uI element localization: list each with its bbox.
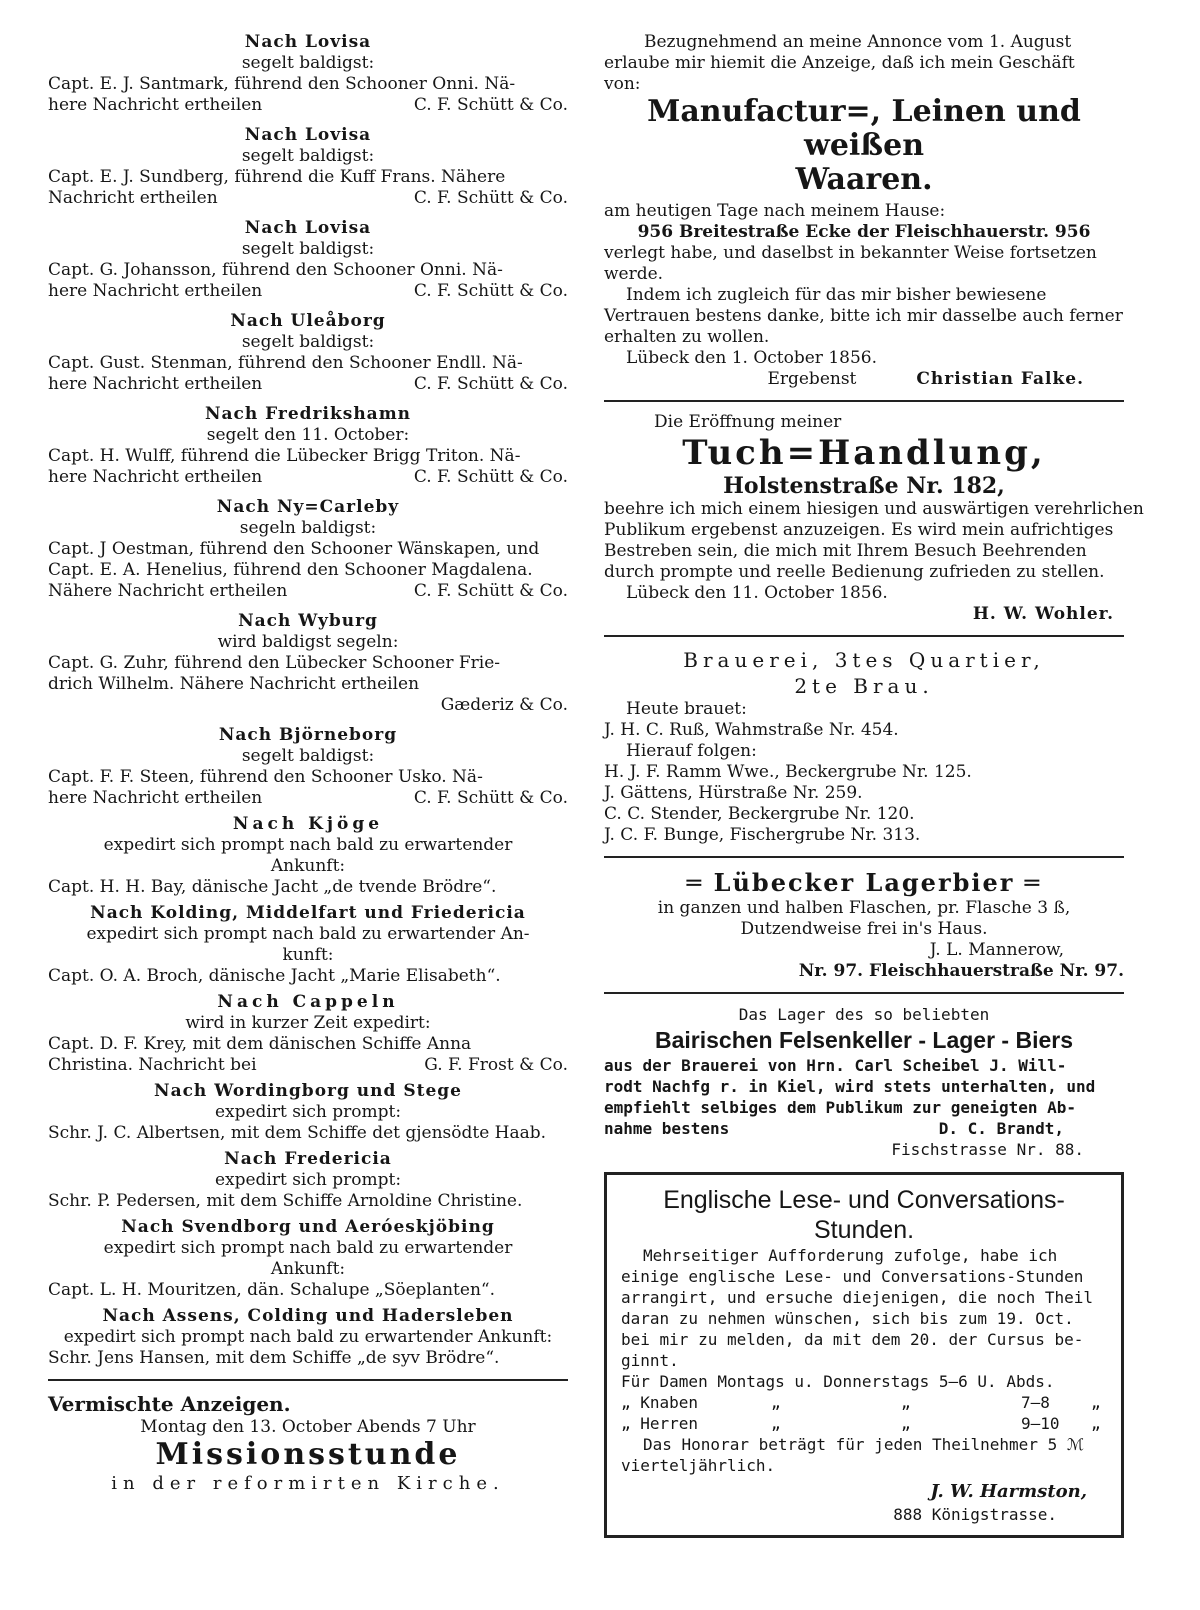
shipping-ad-svendborg [48, 1217, 568, 1301]
ad-destination: Nach Uleåborg [230, 311, 386, 331]
ad-schedule: segelt den 11. October: [206, 425, 410, 445]
ad-body: beehre ich mich einem hiesigen und auswärtigen verehrlichen [604, 499, 1144, 519]
ad-intro: von: [604, 74, 641, 94]
ad-brauerei [604, 647, 1124, 846]
ad-body: daran zu nehmen wünschen, sich bis zum 19. Oct. [621, 1309, 1074, 1328]
ad-schedule: expedirt sich prompt nach bald zu erwartender [103, 1238, 513, 1258]
ad-body: nahme bestens [604, 1119, 730, 1138]
ad-body: Schr. P. Pedersen, mit dem Schiffe Arnoldine Christine. [48, 1191, 523, 1211]
ad-footer [48, 281, 568, 302]
ad-englisch-box [604, 1172, 1124, 1538]
shipping-ad-1 [48, 32, 568, 116]
ad-body: Bestreben sein, die mich mit Ihrem Besuch Beehrenden [604, 541, 1087, 561]
ad-fee: vierteljährlich. [621, 1456, 776, 1475]
ad-body: drich Wilhelm. Nähere Nachricht ertheilen [48, 674, 420, 694]
ad-agent: C. F. Schütt & Co. [413, 95, 568, 115]
ad-footer [604, 1118, 1124, 1139]
ad-title: Englische Lese- und Conversations- [663, 1186, 1065, 1214]
schedule-time: 5—6 U. Abds. [938, 1372, 1055, 1391]
ad-body: Capt. E. J. Santmark, führend den Schooner Onni. Nä- [48, 74, 516, 94]
ad-body: Capt. D. F. Krey, mit dem dänischen Schiffe Anna [48, 1034, 472, 1054]
ad-merchant: H. W. Wohler. [972, 604, 1114, 624]
ad-body: arrangirt, und ersuche diejenigen, die noch Theil [621, 1288, 1094, 1307]
ad-destination: Nach Fredrikshamn [204, 404, 412, 424]
ad-body: Capt. G. Zuhr, führend den Lübecker Schooner Frie- [48, 653, 501, 673]
ad-destination: Nach Wyburg [238, 611, 378, 631]
ad-footer [48, 188, 568, 209]
ad-body: Publikum ergebenst anzuzeigen. Es wird mein aufrichtiges [604, 520, 1114, 540]
shipping-ad-wordingborg [48, 1081, 568, 1144]
ad-wohler [604, 412, 1144, 625]
shipping-ad-kjoge [48, 814, 568, 898]
ad-footer [48, 467, 568, 488]
ad-agent: Gæderiz & Co. [440, 695, 568, 715]
ad-brewer: J. H. C. Ruß, Wahmstraße Nr. 454. [604, 720, 899, 740]
ad-address: Holstenstraße Nr. 182, [723, 473, 1005, 499]
schedule-who: „ Herren [621, 1414, 699, 1433]
ad-contact-text: here Nachricht ertheilen [48, 374, 263, 394]
schedule-row [621, 1371, 1107, 1392]
ad-address: Nr. 97. Fleischhauerstraße Nr. 97. [798, 961, 1124, 981]
ad-intro: erlaube mir hiemit die Anzeige, daß ich mein Geschäft [604, 53, 1075, 73]
shipping-ad-wyburg [48, 611, 568, 716]
ad-schedule: kunft: [282, 945, 334, 965]
ad-body: empfiehlt selbiges dem Publikum zur geneigten Ab- [604, 1098, 1077, 1117]
ad-footer [48, 374, 568, 395]
ad-body: einige englische Lese- und Conversations-Stunden [621, 1267, 1084, 1286]
mixed-notices [48, 1391, 568, 1496]
ad-body: Capt. H. H. Bay, dänische Jacht „de tvende Brödre“. [48, 877, 497, 897]
ad-intro: Das Lager des so beliebten [738, 1005, 990, 1024]
ad-body: Capt. E. A. Henelius, führend den Schooner Magdalena. [48, 560, 533, 580]
left-column [48, 32, 568, 1496]
ditto-mark: „ [771, 1414, 781, 1433]
ad-intro: Bezugnehmend an meine Annonce vom 1. August [644, 32, 1072, 52]
ad-schedule: expedirt sich prompt nach bald zu erwartender An- [86, 924, 530, 944]
schedule-time: 7—8 [1021, 1393, 1050, 1412]
ad-title: Tuch=Handlung, [682, 433, 1046, 473]
shipping-ad-5 [48, 404, 568, 488]
ad-brewer: J. C. F. Bunge, Fischergrube Nr. 313. [604, 825, 921, 845]
ad-address: Fischstrasse Nr. 88. [891, 1140, 1084, 1159]
ad-body: verlegt habe, und daselbst in bekannter Weise fortsetzen [604, 243, 1097, 263]
ditto-mark: „ [901, 1393, 911, 1412]
ad-footer [48, 581, 568, 602]
ad-destination: Nach Lovisa [244, 32, 372, 52]
ad-agent: C. F. Schütt & Co. [413, 281, 568, 301]
ad-body: Dutzendweise frei in's Haus. [740, 919, 988, 939]
schedule-who: Für Damen Montags u. Donnerstags [621, 1372, 930, 1391]
shipping-ad-fredericia [48, 1149, 568, 1212]
schedule-row [621, 1392, 1107, 1413]
shipping-ad-cappeln [48, 992, 568, 1076]
ad-intro: Die Eröffnung meiner [654, 412, 842, 432]
ad-title: Manufactur=, Leinen und weißen [647, 94, 1081, 163]
ad-body: am heutigen Tage nach meinem Hause: [604, 201, 946, 221]
ad-agent: C. F. Schütt & Co. [413, 788, 568, 808]
ad-contact-text: here Nachricht ertheilen [48, 467, 263, 487]
ad-schedule: expedirt sich prompt: [214, 1170, 402, 1190]
ad-contact-text: here Nachricht ertheilen [48, 95, 263, 115]
ad-contact-text: Christina. Nachricht bei [48, 1055, 257, 1075]
ad-body: Capt. J Oestman, führend den Schooner Wänskapen, und [48, 539, 540, 559]
ad-body: Vertrauen bestens danke, bitte ich mir dasselbe auch ferner [604, 306, 1123, 326]
ad-destination: Nach Fredericia [224, 1149, 392, 1169]
section-divider [604, 992, 1124, 994]
ad-merchant: J. L. Mannerow, [929, 940, 1064, 960]
ad-agent: C. F. Schütt & Co. [413, 188, 568, 208]
ad-schedule: segelt baldigst: [241, 146, 375, 166]
ad-body: Schr. J. C. Albertsen, mit dem Schiffe det gjensödte Haab. [48, 1123, 547, 1143]
ad-falke [604, 32, 1124, 390]
ditto-mark: „ [1091, 1393, 1101, 1412]
ad-schedule: segelt baldigst: [241, 746, 375, 766]
schedule-who: „ Knaben [621, 1393, 699, 1412]
ad-body: aus der Brauerei von Hrn. Carl Scheibel J. Will- [604, 1056, 1067, 1075]
ad-body: werde. [604, 264, 664, 284]
ditto-mark: „ [771, 1393, 781, 1412]
ad-title: ═ Lübecker Lagerbier ═ [686, 868, 1042, 897]
ad-contact-text: here Nachricht ertheilen [48, 281, 263, 301]
ad-destination: Nach Ny=Carleby [216, 497, 400, 517]
section-divider [48, 1379, 568, 1381]
ad-agent: C. F. Schütt & Co. [413, 467, 568, 487]
shipping-ad-kolding [48, 903, 568, 987]
ad-schedule: segelt baldigst: [241, 53, 375, 73]
shipping-ad-6 [48, 497, 568, 602]
schedule-time: 9—10 [1021, 1414, 1060, 1433]
ad-body: Capt. E. J. Sundberg, führend die Kuff Frans. Nähere [48, 167, 506, 187]
ad-fee: Das Honorar beträgt für jeden Theilnehmer 5 ℳ [643, 1435, 1084, 1454]
ad-merchant: D. C. Brandt, [938, 1119, 1064, 1138]
ad-schedule: segelt baldigst: [241, 332, 375, 352]
ad-label: Hierauf folgen: [626, 741, 757, 761]
ad-destination: Nach Kolding, Middelfart und Friedericia [90, 903, 526, 923]
ad-title: Brauerei, 3tes Quartier, [683, 648, 1045, 672]
ad-title: Stunden. [813, 1216, 915, 1244]
ad-subtitle: 2te Brau. [794, 674, 934, 698]
ad-schedule: segeln baldigst: [239, 518, 377, 538]
ad-agent: C. F. Schütt & Co. [413, 374, 568, 394]
ad-footer [48, 95, 568, 116]
ad-contact-text: here Nachricht ertheilen [48, 788, 263, 808]
ad-destination: Nach Björneborg [218, 725, 398, 745]
ad-agent: C. F. Schütt & Co. [413, 581, 568, 601]
ad-lagerbier [604, 868, 1124, 982]
ad-title: Waaren. [795, 162, 933, 197]
ad-schedule: wird baldigst segeln: [217, 632, 399, 652]
notice-date: Montag den 13. October Abends 7 Uhr [140, 1417, 476, 1437]
ad-body: Capt. F. F. Steen, führend den Schooner Usko. Nä- [48, 767, 483, 787]
ad-destination: Nach Svendborg und Aeróeskjöbing [121, 1217, 495, 1237]
ad-contact-text: Nachricht ertheilen [48, 188, 218, 208]
ad-schedule: segelt baldigst: [241, 239, 375, 259]
ad-footer [48, 1055, 568, 1076]
ad-body: in ganzen und halben Flaschen, pr. Flasche 3 ß, [657, 898, 1071, 918]
ad-body: ginnt. [621, 1351, 679, 1370]
ad-destination: Nach Assens, Colding und Hadersleben [102, 1306, 514, 1326]
section-divider [604, 856, 1124, 858]
ad-brewer: C. C. Stender, Beckergrube Nr. 120. [604, 804, 915, 824]
shipping-ad-bjorneborg [48, 725, 568, 809]
notice-title: Missionsstunde [155, 1437, 461, 1472]
ad-merchant: J. W. Harmston, [930, 1481, 1087, 1502]
ditto-mark: „ [1091, 1414, 1101, 1433]
ad-schedule: expedirt sich prompt: [214, 1102, 402, 1122]
ad-body: Capt. Gust. Stenman, führend den Schooner Endll. Nä- [48, 353, 523, 373]
ad-schedule: Ankunft: [270, 1259, 346, 1279]
ad-footer [48, 788, 568, 809]
shipping-ad-2 [48, 125, 568, 209]
ad-felsenkeller [604, 1004, 1124, 1160]
section-divider [604, 635, 1124, 637]
ad-destination: Nach Kjöge [232, 814, 384, 834]
ad-body: Indem ich zugleich für das mir bisher bewiesene [626, 285, 1047, 305]
notice-place: in der reformirten Kirche. [111, 1473, 505, 1494]
shipping-ad-4 [48, 311, 568, 395]
section-divider [604, 400, 1124, 402]
ad-agent: G. F. Frost & Co. [424, 1055, 568, 1075]
ad-signature [604, 369, 1124, 390]
ad-schedule: expedirt sich prompt nach bald zu erwartender Ankunft: [63, 1327, 553, 1347]
ad-title: Bairischen Felsenkeller - Lager - Biers [654, 1027, 1073, 1053]
ad-body: Capt. G. Johansson, führend den Schooner Onni. Nä- [48, 260, 503, 280]
schedule-row [621, 1413, 1107, 1434]
ad-schedule: expedirt sich prompt nach bald zu erwartender [103, 835, 513, 855]
ad-address: 956 Breitestraße Ecke der Fleischhauerstr. 956 [637, 222, 1091, 242]
ad-destination: Nach Lovisa [244, 125, 372, 145]
ad-date: Lübeck den 11. October 1856. [626, 583, 888, 603]
ad-body: rodt Nachfg r. in Kiel, wird stets unterhalten, und [604, 1077, 1096, 1096]
ad-merchant: Christian Falke. [916, 369, 1084, 389]
section-heading: Vermischte Anzeigen. [48, 1392, 291, 1416]
ad-closing: Ergebenst [767, 369, 857, 389]
shipping-ad-3 [48, 218, 568, 302]
ad-body: Capt. H. Wulff, führend die Lübecker Brigg Triton. Nä- [48, 446, 521, 466]
ad-destination: Nach Wordingborg und Stege [154, 1081, 462, 1101]
ad-address: 888 Königstrasse. [893, 1505, 1057, 1524]
right-column [604, 32, 1144, 1538]
ad-body: Capt. O. A. Broch, dänische Jacht „Marie Elisabeth“. [48, 966, 501, 986]
ad-contact-text: Nähere Nachricht ertheilen [48, 581, 288, 601]
ad-destination: Nach Lovisa [244, 218, 372, 238]
ad-date: Lübeck den 1. October 1856. [626, 348, 877, 368]
ad-brewer: H. J. F. Ramm Wwe., Beckergrube Nr. 125. [604, 762, 972, 782]
ad-body: Schr. Jens Hansen, mit dem Schiffe „de syv Brödre“. [48, 1348, 500, 1368]
ad-schedule: Ankunft: [270, 856, 346, 876]
ditto-mark: „ [901, 1414, 911, 1433]
ad-label: Heute brauet: [626, 699, 747, 719]
ad-destination: Nach Cappeln [217, 992, 399, 1012]
ad-body: Mehrseitiger Aufforderung zufolge, habe ich [643, 1246, 1058, 1265]
shipping-ad-assens [48, 1306, 568, 1369]
ad-body: erhalten zu wollen. [604, 327, 770, 347]
ad-schedule: wird in kurzer Zeit expedirt: [185, 1013, 431, 1033]
ad-brewer: J. Gättens, Hürstraße Nr. 259. [604, 783, 863, 803]
ad-body: bei mir zu melden, da mit dem 20. der Cursus be- [621, 1330, 1084, 1349]
ad-body: durch prompte und reelle Bedienung zufrieden zu stellen. [604, 562, 1105, 582]
ad-body: Capt. L. H. Mouritzen, dän. Schalupe „Söeplanten“. [48, 1280, 495, 1300]
